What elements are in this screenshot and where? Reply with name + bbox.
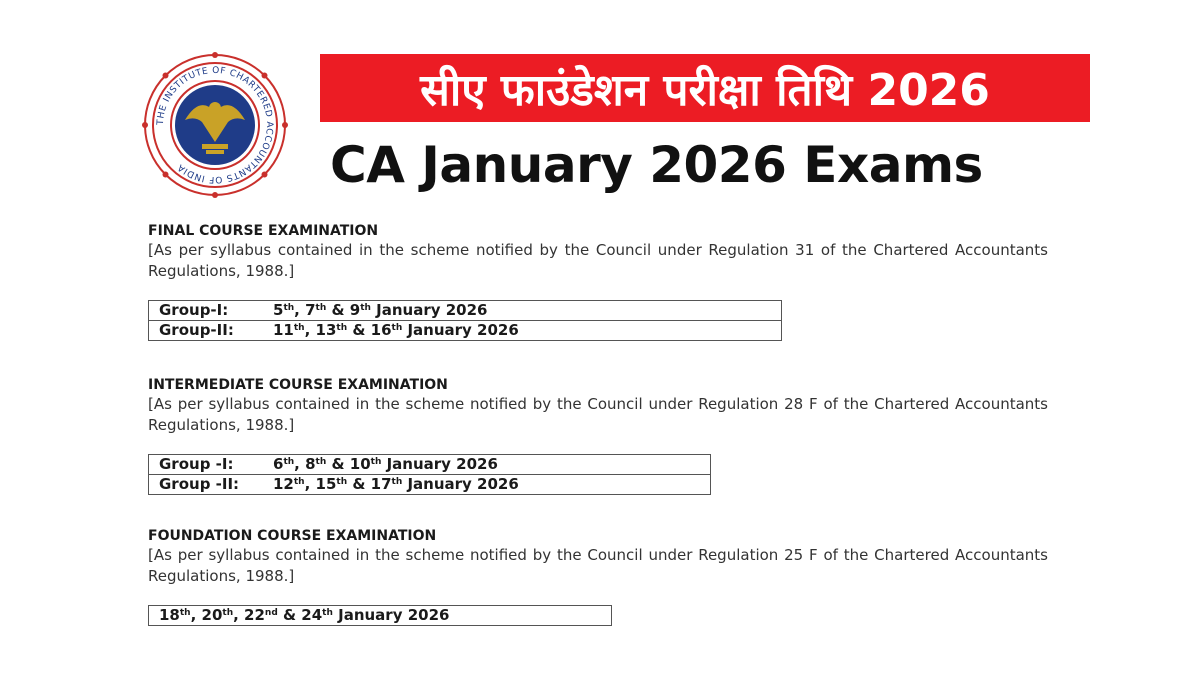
table-cell: Group -I: 6th, 8th & 10th January 2026 <box>149 455 711 475</box>
date-day: 5 <box>273 301 284 319</box>
date-suffix: th <box>336 477 348 487</box>
date-suffix: th <box>179 608 191 618</box>
table-row <box>149 321 782 341</box>
page-title: CA January 2026 Exams <box>330 136 983 194</box>
section-note: [As per syllabus contained in the scheme notified by the Council under Regulation 25 F of the Chartered Accountants Regulations, 1988.] <box>148 546 1048 585</box>
table-row <box>149 475 711 495</box>
date-month: January 2026 <box>407 321 519 339</box>
date-suffix: th <box>322 608 333 618</box>
date-day: 18 <box>159 606 180 624</box>
date-suffix: th <box>283 303 295 313</box>
group-label: Group -I: <box>159 455 234 473</box>
section-heading: FOUNDATION COURSE EXAMINATION <box>148 528 437 544</box>
date-day: 11 <box>273 321 294 339</box>
section-note: [As per syllabus contained in the scheme notified by the Council under Regulation 31 of the Chartered Accountants Regulations, 1988.] <box>148 241 1048 280</box>
date-month: January 2026 <box>338 606 450 624</box>
table-cell: Group -II: 12th, 15th & 17th January 2026 <box>149 475 711 495</box>
date-day: 17 <box>370 475 392 493</box>
date-suffix: nd <box>264 608 278 618</box>
date-suffix: th <box>360 303 371 313</box>
final-course-section <box>148 222 1048 341</box>
date-month: January 2026 <box>407 475 519 493</box>
date-suffix: th <box>222 608 234 618</box>
date-day: 16 <box>370 321 392 339</box>
date-suffix: th <box>391 323 403 333</box>
icai-logo <box>140 50 290 200</box>
date-day: 13 <box>315 321 337 339</box>
table-cell: Group-I: 5th, 7th & 9th January 2026 <box>149 301 782 321</box>
date-day: 10 <box>349 455 371 473</box>
date-day: 24 <box>301 606 323 624</box>
table-row <box>149 301 782 321</box>
table-cell: 18th, 20th, 22nd & 24th January 2026 <box>149 606 612 626</box>
date-suffix: th <box>370 457 382 467</box>
date-suffix: th <box>283 457 295 467</box>
date-day: 6 <box>273 455 284 473</box>
date-day: 9 <box>349 301 361 319</box>
date-day: 22 <box>244 606 265 624</box>
date-suffix: th <box>315 303 327 313</box>
icai-emblem-icon <box>140 50 290 200</box>
date-suffix: th <box>293 477 305 487</box>
group-label: Group -II: <box>159 475 240 493</box>
logo-ring-text: THE INSTITUTE OF CHARTERED ACCOUNTANTS OF INDIA <box>155 65 275 185</box>
date-day: 7 <box>305 301 316 319</box>
date-day: 15 <box>315 475 337 493</box>
intermediate-dates-table <box>148 454 711 495</box>
date-suffix: th <box>336 323 348 333</box>
section-heading: FINAL COURSE EXAMINATION <box>148 223 379 239</box>
table-row <box>149 455 711 475</box>
foundation-dates-table <box>148 605 612 626</box>
date-day: 12 <box>273 475 294 493</box>
hindi-title: सीए फाउंडेशन परीक्षा तिथि 2026 <box>420 65 990 116</box>
date-day: 8 <box>305 455 316 473</box>
date-suffix: th <box>315 457 327 467</box>
hindi-title-banner <box>320 54 1090 122</box>
date-suffix: th <box>391 477 403 487</box>
final-dates-table <box>148 300 782 341</box>
section-heading: INTERMEDIATE COURSE EXAMINATION <box>148 377 448 393</box>
date-suffix: th <box>293 323 305 333</box>
foundation-course-section <box>148 527 1048 626</box>
group-label: Group-I: <box>159 301 229 319</box>
table-cell: Group-II: 11th, 13th & 16th January 2026 <box>149 321 782 341</box>
group-label: Group-II: <box>159 321 234 339</box>
date-month: January 2026 <box>376 301 488 319</box>
date-day: 20 <box>201 606 223 624</box>
date-month: January 2026 <box>386 455 498 473</box>
table-row <box>149 606 612 626</box>
section-note: [As per syllabus contained in the scheme notified by the Council under Regulation 28 F of the Chartered Accountants Regulations, 1988.] <box>148 395 1048 434</box>
intermediate-course-section <box>148 376 1048 495</box>
